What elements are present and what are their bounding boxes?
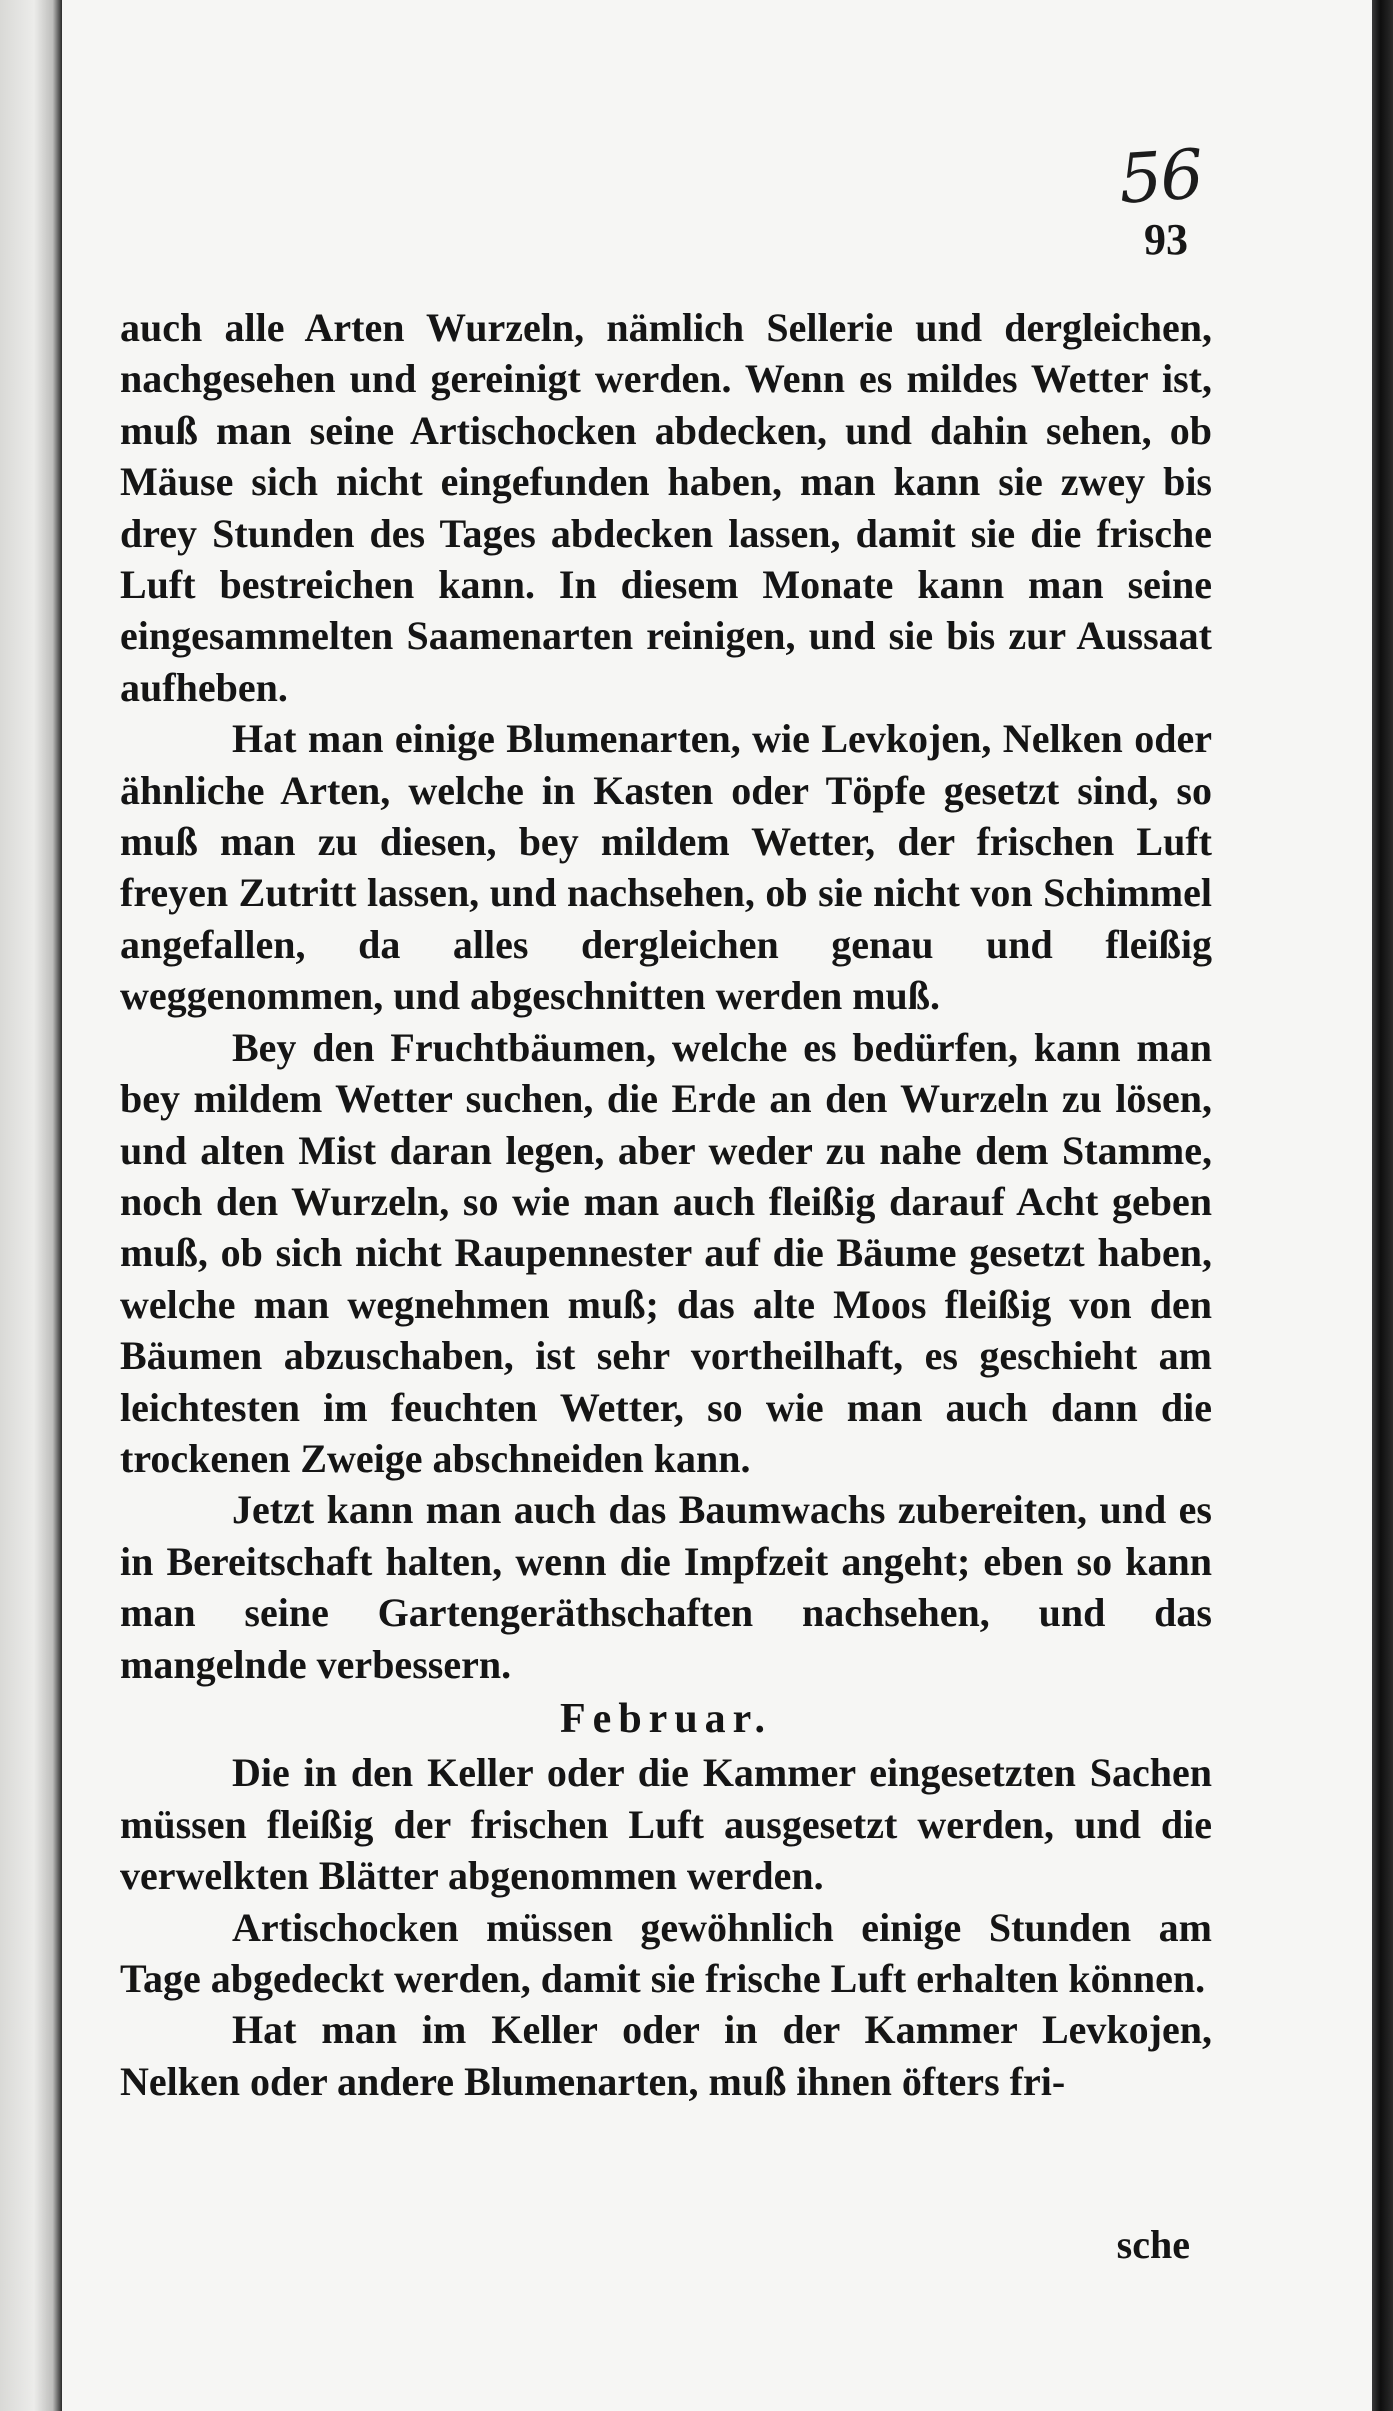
scan-border-right [1372, 0, 1393, 2411]
book-page [62, 0, 1372, 2411]
catchword: sche [1116, 2222, 1190, 2267]
paragraph-3: Bey den Fruchtbäumen, welche es bedürfen, kann man bey mildem Wetter suchen, die Erde an den Wurzeln zu lösen, und alten Mist daran legen, aber weder zu nahe dem Stamme, noch den Wurzeln, so wie man auch fleißig darauf Acht geben muß, ob sich nicht Raupennester auf die Bäume gesetzt haben, welche man wegnehmen muß; das alte Moos fleißig von den Bäumen abzuschaben, ist sehr vortheilhaft, es geschieht am leichtesten im feuchten Wetter, so wie man auch dann die trockenen Zweige abschneiden kann. [120, 1024, 1212, 1481]
handwritten-folio-number: 56 [1116, 135, 1205, 220]
body-text [120, 302, 1212, 2107]
page-gutter-shadow [0, 0, 62, 2411]
section-heading-februar: Februar. [560, 1695, 772, 1742]
paragraph-2: Hat man einige Blumenarten, wie Levkojen, Nelken oder ähnliche Arten, welche in Kasten oder Töpfe gesetzt sind, so muß man zu diesen, bey mildem Wetter, der frischen Luft freyen Zutritt lassen, und nachsehen, ob sie nicht von Schimmel angefallen, da alles dergleichen genau und fleißig weggenommen, und abgeschnitten werden muß. [120, 716, 1212, 1019]
paragraph-4: Jetzt kann man auch das Baumwachs zubereiten, und es in Bereitschaft halten, wenn die Impfzeit angeht; eben so kann man seine Gartengeräthschaften nachsehen, und das mangelnde verbessern. [120, 1487, 1212, 1687]
february-paragraph-2: Artischocken müssen gewöhnlich einige Stunden am Tage abgedeckt werden, damit sie frische Luft erhalten können. [120, 1904, 1212, 2001]
page-number: 93 [1144, 215, 1188, 264]
february-paragraph-1: Die in den Keller oder die Kammer eingesetzten Sachen müssen fleißig der frischen Luft ausgesetzt werden, und die verwelkten Blätter abgenommen werden. [120, 1750, 1212, 1899]
february-paragraph-3: Hat man im Keller oder in der Kammer Levkojen, Nelken oder andere Blumenarten, muß ihnen öfters fri- [120, 2007, 1212, 2104]
paragraph-1: auch alle Arten Wurzeln, nämlich Sellerie und dergleichen, nachgesehen und gereinigt werden. Wenn es mildes Wetter ist, muß man seine Artischocken abdecken, und dahin sehen, ob Mäuse sich nicht eingefunden haben, man kann sie zwey bis drey Stunden des Tages abdecken lassen, damit sie die frische Luft bestreichen kann. In diesem Monate kann man seine eingesammelten Saamenarten reinigen, und sie bis zur Aussaat aufheben. [120, 305, 1212, 710]
